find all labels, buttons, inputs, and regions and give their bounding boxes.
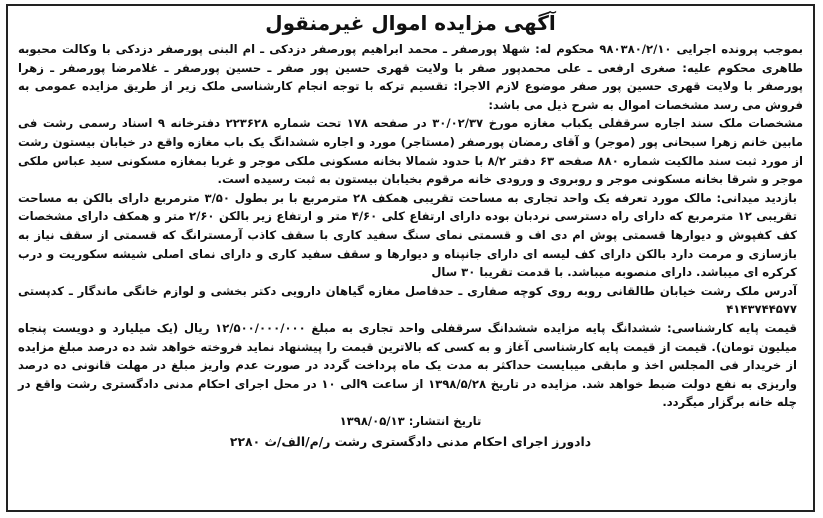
auction-notice [6, 4, 815, 512]
property-address: آدرس ملک رشت خیابان طالقانی روبه روی کوچه صفاری ـ حدفاصل مغازه گیاهان دارویی دکتر بخشی و لوازم خانگی ماندگار ـ کدپستی ۴۱۴۳۷۴۴۵۷۷ [18, 283, 797, 317]
publish-date: تاریخ انتشار: ۱۳۹۸/۰۵/۱۳ [339, 413, 482, 428]
signature-line: دادورز اجرای احکام مدنی دادگستری رشت ر/م/الف/ث ۲۲۸۰ [229, 434, 592, 450]
notice-intro: بموجب پرونده اجرایی ۹۸۰۳۸۰/۲/۱۰ محکوم له: شهلا پورصفر ـ محمد ابراهیم پورصفر دزدکی ـ ام البنی پورصفر دزدکی با وکالت محبوبه طاهری محکوم علیه: صغری ارفعی ـ علی محمدپور صفر با ولایت قهری حسین پور صفر ـ حسین پورصفر ـ غلامرضا پورصفر ـ زهرا پورصفر با ولایت قهری حسین پور صفر موضوع لازم الاجرا: تقسیم ترکه با توجه انجام کارشناسی ملک زیر از طریق مزایده عمومی به فروش می رسد مشخصات اموال به شرح ذیل می باشد: [18, 42, 803, 112]
notice-title: آگهی مزایده اموال غیرمنقول [265, 11, 556, 35]
property-specifications: مشخصات ملک سند اجاره سرقفلی یکباب مغازه مورخ ۳۰/۰۲/۳۷ در صفحه ۱۷۸ تحت شماره ۲۲۳۶۲۸ دفترخانه ۹ اسناد رسمی رشت فی مابین خانم زهرا سبحانی پور (موجر) و آقای رمضان پورصفر (مستاجر) مورد و اجاره ششدانگ یک باب مغازه واقع در خیابان بیستون رشت از مورد ثبت سند مالکیت شماره ۸۸۰ صفحه ۶۳ دفتر ۸/۲ با حدود شمالا بخانه مسکونی ملکی موجر و غربا بمغازه مسکونی سید عباس ملکی موجر و شرقا بخانه مسکونی موجر و روبروی و ورودی خانه مرقوم بخیابان بیستون به ثبت رسیده است. [18, 116, 804, 187]
base-price: قیمت پایه کارشناسی: ششدانگ پایه مزایده ششدانگ سرقفلی واحد تجاری به مبلغ ۱۲/۵۰۰/۰۰۰/۰۰۰ ریال (یک میلیارد و دویست پنجاه میلیون تومان). قیمت از قیمت پایه کارشناسی آغاز و به کسی که بالاترین قیمت را پیشنهاد نماید فروخته خواهد شد ده درصد مبلغ مزایده از خریدار فی المجلس اخذ و مابقی میبایست حداکثر به مدت یک ماه پرداخت گردد در صورت عدم واریز مبلغ در مهلت قانونی ده درصد واریزی به نفع دولت ضبط خواهد شد. مزایده در تاریخ ۱۳۹۸/۵/۲۸ از ساعت ۹الی ۱۰ در محل اجرای احکام مدنی دادگستری رشت واقع در چله خانه برگزار میگردد. [18, 320, 797, 410]
field-inspection: بازدید میدانی: مالک مورد تعرفه یک واحد تجاری به مساحت تقریبی همکف ۲۸ مترمربع با بر بطول ۳/۵۰ مترمربع دارای بالکن به مساحت تقریبی ۱۲ مترمربع که دارای راه دسترسی نردبان بوده دارای ارتفاع کلی ۴/۶۰ متر و ارتفاع زیر بالکن ۲/۶۰ متر و همکف دارای مشخصات کف کفپوش و دیوارها قسمتی پوش ام دی اف و قسمتی نمای سنگ سفید کاری با سقف کاذب آرمسترانگ که قسمتی از سقف نیاز به بازسازی و مرمت دارد بالکن دارای کف لیسه ای دارای جانپناه و دیوارها و سقف سفید کاری و دارای نمای اصلی شیشه سکوریت و درب کرکره ای میباشد. دارای منصوبه میباشد. با قدمت تقریبا ۳۰ سال [18, 190, 798, 280]
